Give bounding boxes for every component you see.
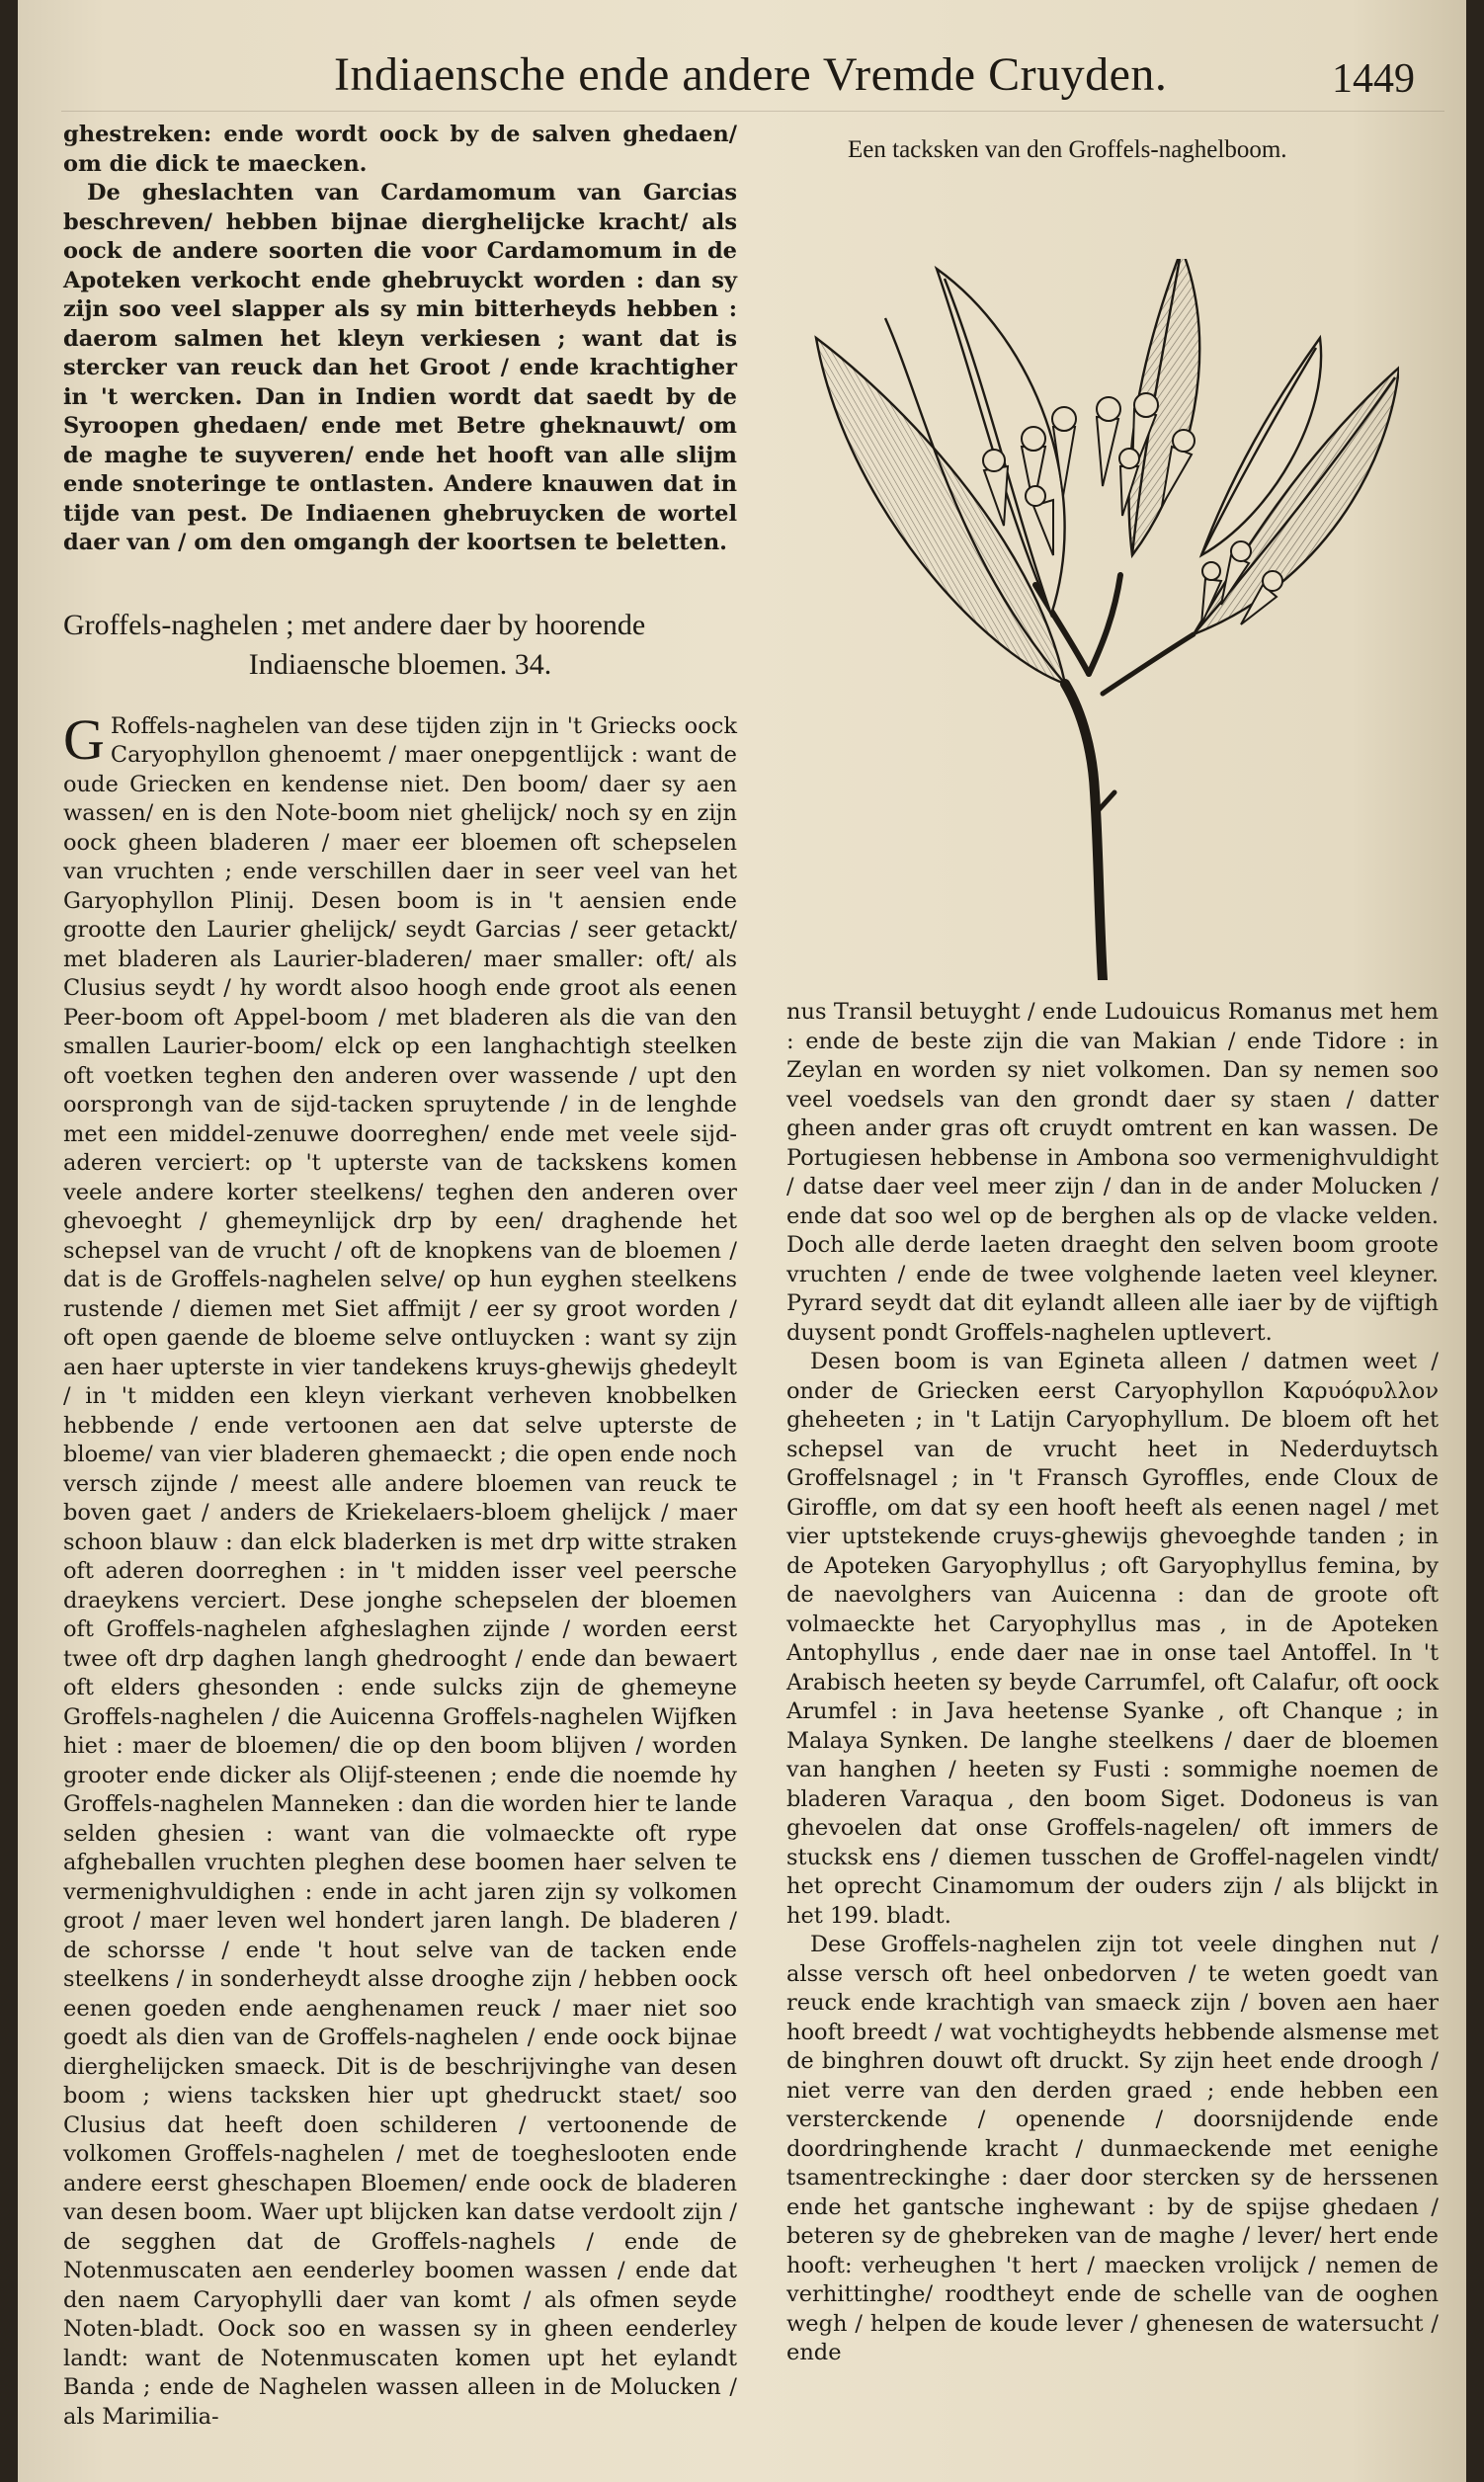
clove-branch-woodcut-icon [806,259,1399,980]
intro-paragraph: De gheslachten van Cardamomum van Garcias beschreven/ hebben bijnae dierghelijcke kracht/ als oock de andere soorten die voor Cardamomum in de Apoteken verkocht ende ghebruyckt worden : dan sy zijn soo veel slapper als sy min bitterheyds hebben : daerom salmen het kleyn verkiesen ; want dat is stercker van reuck dan het Groot / ende krachtigher in 't wercken. Dan in Indien wordt dat saedt by de Syroopen ghedaen/ ende met Betre gheknauwt/ om de maghe te suyveren/ ende het hooft van alle slijm ende snoteringe te ontlasten. Andere knauwen dat in tijde van pest. De Indiaenen ghebruycken de wortel daer van / om den omgangh der koortsen te beletten. [63,180,737,555]
running-head: Indiaensche ende andere Vremde Cruyden. [334,48,1168,101]
right-paragraph: Dese Groffels-naghelen zijn tot veele dinghen nut / alsse versch oft heel onbedorven / te weten goedt van reuck ende krachtigh van smaeck zijn / boven aen haer hooft breedt / wat vochtigheydts hebbende alsmense met de binghren douwt oft druckt. Sy zijn heet ende droogh / niet verre van den derden graed ; ende hebben een versterckende / openende / doorsnijdende ende doordringhende kracht / dunmaeckende met eenighe tsamentreckinghe : daer door stercken sy de herssenen ende het gantsche inghewant : by de spijse ghedaen / beteren sy de ghebreken van de maghe / lever/ hert ende hooft: verheughen 't hert / maecken vrolijck / nemen de verhittinghe/ roodtheyt ende de schelle van de ooghen wegh / helpen de koude lever / ghenesen de watersucht / ende [786,1932,1439,2365]
figure-caption: Een tacksken van den Groffels-naghelboom. [848,136,1287,163]
right-paragraph: Desen boom is van Egineta alleen / datmen weet / onder de Griecken eerst Caryophyllon Καρυόφυλλον gheheeten ; in 't Latijn Caryophyllum. De bloem oft het schepsel van de vrucht heet in Nederduytsch Groffelsnagel ; in 't Fransch Gyroffles, ende Cloux de Giroffle, om dat sy een hooft heeft als eenen nagel / met vier uptstekende cruys-ghewijs ghevoeghde tanden ; in de Apoteken Garyophyllus ; oft Garyophyllus femina, by de naevolghers van Auicenna : dan de groote oft volmaeckte het Caryophyllus mas , in de Apoteken Antophyllus , ende daer nae in onse tael Antoffel. In 't Arabisch heeten sy beyde Carrumfel, oft Calafur, oft oock Arumfel : in Java heetense Syanke , oft Chanque ; in Malaya Synken. De langhe steelkens / daer de bloemen van hanghen / heeten sy Fusti : sommighe noemen de bladeren Varaqua , den boom Siget. Dodoneus is van ghevoelen dat onse Groffels-nagelen/ oft immers de stucksk ens / diemen tusschen de Groffel-nagelen vindt/ het oprecht Cinamomum der ouders zijn / als blijckt in het 199. bladt. [786,1349,1439,1929]
book-page [18,0,1466,2482]
intro-paragraph: ghestreken: ende wordt oock by de salven ghedaen/ om die dick te maecken. [63,122,737,177]
section-heading-line-1: Groffels-naghelen ; met andere daer by hoorende [63,608,646,641]
right-column [786,998,1439,2368]
section-heading [63,606,737,685]
section-body [63,706,737,2433]
left-column [63,121,737,2432]
page-number: 1449 [1332,56,1415,102]
header-rule [61,111,1444,112]
section-heading-line-2: Indiaensche bloemen. 34. [248,647,552,681]
intro-text [63,121,737,558]
drop-cap: G [63,706,105,772]
right-paragraph: nus Transil betuyght / ende Ludouicus Romanus met hem : ende de beste zijn die van Makian / ende Tidore : in Zeylan en worden sy niet volkomen. Dan sy nemen soo veel voedsels van den grondt daer sy staen / datter gheen ander gras oft cruydt omtrent en kan wassen. De Portugiesen hebbense in Ambona soo vermenighvuldight / datse daer veel meer zijn / dan in de ander Molucken / ende dat soo wel op de berghen als op de vlacke velden. Doch alle derde laeten draeght den selven boom groote vruchten / ende de twee volghende laeten veel kleyner. Pyrard seydt dat dit eylandt alleen alle iaer by de vijftigh duysent pondt Groffels-naghelen uptlevert. [786,999,1439,1346]
clove-branch-illustration [806,259,1399,980]
section-body-text: Roffels-naghelen van dese tijden zijn in 't Griecks oock Caryophyllon ghenoemt / maer onepgentlijck : want de oude Griecken en kendense niet. Den boom/ daer sy aen wassen/ en is den Note-boom niet ghelijck/ noch sy en zijn oock gheen bladeren / maer eer bloemen oft schepselen van vruchten ; ende verschillen daer in seer veel van het Garyophyllon Plinij. Desen boom is in 't aensien ende grootte den Laurier ghelijck/ seydt Garcias / seer getackt/ met bladeren als Laurier-bladeren/ maer smaller: oft/ als Clusius seydt / hy wordt alsoo hoogh ende groot als eenen Peer-boom oft Appel-boom / met bladeren als die van den smallen Laurier-boom/ elck op een langhachtigh steelken oft voetken teghen den anderen over wassende / upt den oorsprongh van de sijd-tacken spruytende / in de lenghde met een middel-zenuwe doorreghen/ ende met veele sijd-aderen verciert: op 't upterste van de tackskens komen veele andere korter steelkens/ teghen den anderen over ghevoeght / ghemeynlijck drp by een/ draghende het schepsel van de vrucht / oft de knopkens van de bloemen / dat is de Groffels-naghelen selve/ op hun eyghen steelkens rustende / diemen met Siet affmijt / eer sy groot worden / oft open gaende de bloeme selve ontluycken : want sy zijn aen haer upterste in vier tandekens kruys-ghewijs ghedeylt / in 't midden een kleyn vierkant verheven knobbelken hebbende / ende vertoonen aen dat selve upterste de bloeme/ van vier bladeren ghemaeckt ; die open ende noch versch zijnde / meest alle andere bloemen van reuck te boven gaet / anders de Kriekelaers-bloem ghelijck / maer schoon blauw : dan elck bladerken is met drp witte straken oft aderen doorreghen : in 't midden isser veel peersche draeykens verciert. Dese jonghe schepselen der bloemen oft Groffels-naghelen afgheslaghen zijnde / worden eerst twee oft drp daghen langh ghedrooght / ende dan bewaert oft elders ghesonden : ende sulcks zijn de ghemeyne Groffels-naghelen / die Auicenna Groffels-naghelen Wijfken hiet : maer de bloemen/ die op den boom blijven / worden grooter ende dicker als Olijf-steenen ; ende die noemde hy Groffels-naghelen Manneken : dan die worden hier te lande selden ghesien : want van die volmaeckte oft rype afgheballen vruchten pleghen dese boomen haer selven te vermenighvuldighen : ende in acht jaren zijn sy volkomen groot / maer leven wel hondert jaren langh. De bladeren / de schorsse / ende 't hout selve van de tacken ende steelkens / in sonderheydt alsse drooghe zijn / hebben oock eenen goeden ende aenghenamen reuck / maer niet soo goedt als dien van de Groffels-naghelen / ende oock bijnae dierghelijcken smaeck. Dit is de beschrijvinghe van desen boom ; wiens tacksken hier upt ghedruckt staet/ soo Clusius dat heeft doen schilderen / vertoonende de volkomen Groffels-naghelen / met de toegheslooten ende andere eerst gheschapen Bloemen/ ende oock de bladeren van desen boom. Waer upt blijcken kan datse verdoolt zijn / de segghen dat de Groffels-naghels / ende de Notenmuscaten aen eenderley boomen wassen / ende dat den naem Caryophylli daer van komt / als ofmen seyde Noten-bladt. Oock soo en wassen sy in gheen eenderley landt: want de Notenmuscaten komen upt het eylandt Banda ; ende de Naghelen wassen alleen in de Molucken / als Marimilia- [63,712,737,2430]
